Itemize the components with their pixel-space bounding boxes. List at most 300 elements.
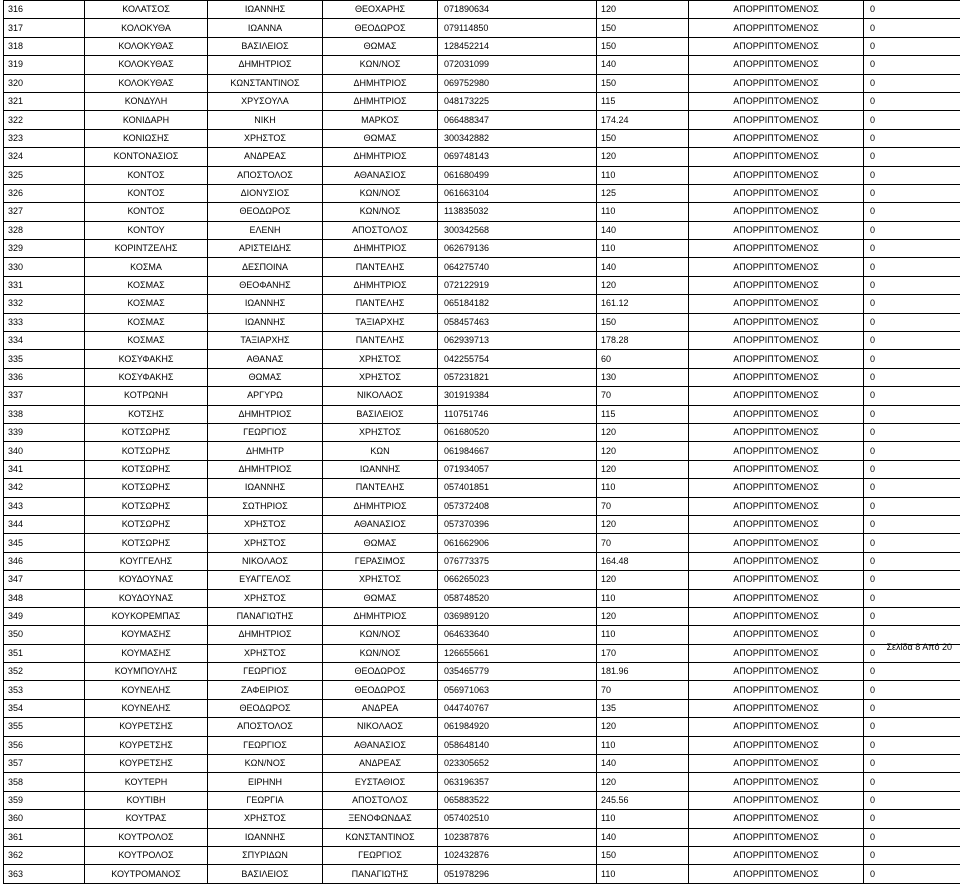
cell-row-number: 357: [4, 755, 85, 773]
cell-id-number: 069752980: [438, 74, 597, 92]
table-row: [4, 552, 960, 570]
cell-row-number: 317: [4, 19, 85, 37]
cell-surname: ΚΟΣΥΦΑΚΗΣ: [85, 350, 208, 368]
table-row: [4, 221, 960, 239]
cell-points: 0: [864, 221, 960, 239]
cell-status: ΑΠΟΡΡΙΠΤΟΜΕΝΟΣ: [689, 846, 864, 864]
applicants-table-body: [4, 1, 960, 884]
cell-status: ΑΠΟΡΡΙΠΤΟΜΕΝΟΣ: [689, 736, 864, 754]
cell-status: ΑΠΟΡΡΙΠΤΟΜΕΝΟΣ: [689, 460, 864, 478]
table-row: [4, 607, 960, 625]
cell-father-name: ΧΡΗΣΤΟΣ: [323, 423, 438, 441]
cell-id-number: 300342568: [438, 221, 597, 239]
cell-points: 0: [864, 773, 960, 791]
cell-id-number: 061662906: [438, 534, 597, 552]
cell-score: 140: [597, 56, 689, 74]
cell-surname: ΚΟΥΝΕΛΗΣ: [85, 681, 208, 699]
cell-id-number: 113835032: [438, 203, 597, 221]
cell-status: ΑΠΟΡΡΙΠΤΟΜΕΝΟΣ: [689, 203, 864, 221]
cell-row-number: 353: [4, 681, 85, 699]
cell-status: ΑΠΟΡΡΙΠΤΟΜΕΝΟΣ: [689, 258, 864, 276]
cell-score: 110: [597, 626, 689, 644]
cell-surname: ΚΟΣΥΦΑΚΗΣ: [85, 368, 208, 386]
cell-score: 150: [597, 846, 689, 864]
cell-score: 120: [597, 571, 689, 589]
table-row: [4, 718, 960, 736]
cell-surname: ΚΟΥΡΕΤΣΗΣ: [85, 755, 208, 773]
cell-score: 130: [597, 368, 689, 386]
cell-first-name: ΙΩΑΝΝΗΣ: [208, 1, 323, 19]
cell-status: ΑΠΟΡΡΙΠΤΟΜΕΝΟΣ: [689, 644, 864, 662]
cell-points: 0: [864, 240, 960, 258]
cell-first-name: ΑΡΙΣΤΕΙΔΗΣ: [208, 240, 323, 258]
cell-row-number: 336: [4, 368, 85, 386]
cell-id-number: 057372408: [438, 497, 597, 515]
cell-status: ΑΠΟΡΡΙΠΤΟΜΕΝΟΣ: [689, 865, 864, 883]
table-row: [4, 773, 960, 791]
cell-first-name: ΘΕΟΔΩΡΟΣ: [208, 203, 323, 221]
cell-father-name: ΑΠΟΣΤΟΛΟΣ: [323, 791, 438, 809]
table-row: [4, 663, 960, 681]
cell-score: 110: [597, 810, 689, 828]
cell-father-name: ΚΩΝ/ΝΟΣ: [323, 184, 438, 202]
cell-score: 110: [597, 240, 689, 258]
cell-row-number: 333: [4, 313, 85, 331]
cell-status: ΑΠΟΡΡΙΠΤΟΜΕΝΟΣ: [689, 74, 864, 92]
cell-points: 0: [864, 368, 960, 386]
cell-points: 0: [864, 644, 960, 662]
cell-status: ΑΠΟΡΡΙΠΤΟΜΕΝΟΣ: [689, 56, 864, 74]
cell-score: 120: [597, 607, 689, 625]
cell-first-name: ΕΛΕΝΗ: [208, 221, 323, 239]
cell-first-name: ΝΙΚΗ: [208, 111, 323, 129]
cell-row-number: 347: [4, 571, 85, 589]
cell-surname: ΚΟΤΣΩΡΗΣ: [85, 442, 208, 460]
cell-father-name: ΔΗΜΗΤΡΙΟΣ: [323, 276, 438, 294]
cell-row-number: 335: [4, 350, 85, 368]
cell-father-name: ΚΩΝ/ΝΟΣ: [323, 203, 438, 221]
cell-surname: ΚΟΤΡΩΝΗ: [85, 387, 208, 405]
cell-points: 0: [864, 515, 960, 533]
cell-status: ΑΠΟΡΡΙΠΤΟΜΕΝΟΣ: [689, 221, 864, 239]
cell-row-number: 352: [4, 663, 85, 681]
cell-status: ΑΠΟΡΡΙΠΤΟΜΕΝΟΣ: [689, 552, 864, 570]
cell-father-name: ΓΕΩΡΓΙΟΣ: [323, 846, 438, 864]
cell-score: 120: [597, 515, 689, 533]
cell-row-number: 346: [4, 552, 85, 570]
cell-id-number: 300342882: [438, 129, 597, 147]
cell-first-name: ΔΙΟΝΥΣΙΟΣ: [208, 184, 323, 202]
cell-score: 150: [597, 129, 689, 147]
cell-status: ΑΠΟΡΡΙΠΤΟΜΕΝΟΣ: [689, 276, 864, 294]
table-row: [4, 497, 960, 515]
cell-points: 0: [864, 92, 960, 110]
table-row: [4, 846, 960, 864]
cell-surname: ΚΟΥΤΡΟΜΑΝΟΣ: [85, 865, 208, 883]
table-row: [4, 589, 960, 607]
cell-first-name: ΙΩΑΝΝΗΣ: [208, 479, 323, 497]
table-row: [4, 515, 960, 533]
cell-id-number: 071934057: [438, 460, 597, 478]
cell-row-number: 316: [4, 1, 85, 19]
cell-first-name: ΣΠΥΡΙΔΩΝ: [208, 846, 323, 864]
cell-father-name: ΧΡΗΣΤΟΣ: [323, 368, 438, 386]
cell-status: ΑΠΟΡΡΙΠΤΟΜΕΝΟΣ: [689, 681, 864, 699]
cell-id-number: 061663104: [438, 184, 597, 202]
cell-surname: ΚΟΥΔΟΥΝΑΣ: [85, 589, 208, 607]
cell-id-number: 079114850: [438, 19, 597, 37]
cell-id-number: 065184182: [438, 295, 597, 313]
cell-father-name: ΘΕΟΔΩΡΟΣ: [323, 681, 438, 699]
cell-first-name: ΕΥΑΓΓΕΛΟΣ: [208, 571, 323, 589]
table-row: [4, 681, 960, 699]
cell-father-name: ΚΩΝ: [323, 442, 438, 460]
cell-points: 0: [864, 479, 960, 497]
cell-row-number: 330: [4, 258, 85, 276]
cell-father-name: ΘΩΜΑΣ: [323, 589, 438, 607]
cell-row-number: 329: [4, 240, 85, 258]
cell-points: 0: [864, 589, 960, 607]
cell-id-number: 061680520: [438, 423, 597, 441]
cell-points: 0: [864, 626, 960, 644]
cell-father-name: ΕΥΣΤΑΘΙΟΣ: [323, 773, 438, 791]
cell-points: 0: [864, 534, 960, 552]
cell-first-name: ΔΗΜΗΤΡΙΟΣ: [208, 626, 323, 644]
cell-father-name: ΧΡΗΣΤΟΣ: [323, 571, 438, 589]
cell-first-name: ΧΡΗΣΤΟΣ: [208, 644, 323, 662]
table-row: [4, 240, 960, 258]
cell-id-number: 042255754: [438, 350, 597, 368]
cell-surname: ΚΟΣΜΑΣ: [85, 276, 208, 294]
cell-row-number: 358: [4, 773, 85, 791]
cell-row-number: 341: [4, 460, 85, 478]
cell-surname: ΚΟΥΤΡΟΛΟΣ: [85, 846, 208, 864]
cell-score: 110: [597, 203, 689, 221]
cell-surname: ΚΟΛΟΚΥΘΑ: [85, 19, 208, 37]
cell-father-name: ΚΩΝ/ΝΟΣ: [323, 644, 438, 662]
cell-id-number: 066488347: [438, 111, 597, 129]
cell-father-name: ΘΕΟΔΩΡΟΣ: [323, 19, 438, 37]
cell-points: 0: [864, 387, 960, 405]
cell-score: 60: [597, 350, 689, 368]
cell-id-number: 071890634: [438, 1, 597, 19]
cell-surname: ΚΟΥΡΕΤΣΗΣ: [85, 736, 208, 754]
table-row: [4, 37, 960, 55]
cell-status: ΑΠΟΡΡΙΠΤΟΜΕΝΟΣ: [689, 773, 864, 791]
applicants-table: [3, 0, 960, 884]
cell-status: ΑΠΟΡΡΙΠΤΟΜΕΝΟΣ: [689, 92, 864, 110]
cell-score: 115: [597, 405, 689, 423]
cell-status: ΑΠΟΡΡΙΠΤΟΜΕΝΟΣ: [689, 515, 864, 533]
cell-id-number: 058648140: [438, 736, 597, 754]
table-row: [4, 19, 960, 37]
cell-id-number: 044740767: [438, 699, 597, 717]
cell-first-name: ΑΠΟΣΤΟΛΟΣ: [208, 718, 323, 736]
table-row: [4, 865, 960, 883]
cell-first-name: ΧΡΗΣΤΟΣ: [208, 534, 323, 552]
cell-points: 0: [864, 699, 960, 717]
cell-first-name: ΧΡΗΣΤΟΣ: [208, 129, 323, 147]
cell-row-number: 321: [4, 92, 85, 110]
cell-row-number: 334: [4, 332, 85, 350]
cell-surname: ΚΟΡΙΝΤΖΕΛΗΣ: [85, 240, 208, 258]
cell-first-name: ΘΕΟΔΩΡΟΣ: [208, 699, 323, 717]
cell-score: 120: [597, 148, 689, 166]
cell-surname: ΚΟΝΤΟΣ: [85, 203, 208, 221]
cell-points: 0: [864, 166, 960, 184]
cell-points: 0: [864, 405, 960, 423]
cell-surname: ΚΟΝΤΟΣ: [85, 184, 208, 202]
cell-id-number: 064633640: [438, 626, 597, 644]
page-number: Σελίδα 8 Από 20: [886, 642, 952, 652]
cell-score: 150: [597, 19, 689, 37]
cell-first-name: ΑΠΟΣΤΟΛΟΣ: [208, 166, 323, 184]
cell-father-name: ΑΘΑΝΑΣΙΟΣ: [323, 515, 438, 533]
cell-row-number: 361: [4, 828, 85, 846]
cell-points: 0: [864, 276, 960, 294]
cell-first-name: ΔΗΜΗΤΡΙΟΣ: [208, 460, 323, 478]
cell-id-number: 102387876: [438, 828, 597, 846]
cell-first-name: ΧΡΗΣΤΟΣ: [208, 515, 323, 533]
cell-status: ΑΠΟΡΡΙΠΤΟΜΕΝΟΣ: [689, 607, 864, 625]
cell-father-name: ΑΘΑΝΑΣΙΟΣ: [323, 166, 438, 184]
cell-first-name: ΖΑΦΕΙΡΙΟΣ: [208, 681, 323, 699]
cell-father-name: ΑΝΔΡΕΑ: [323, 699, 438, 717]
cell-first-name: ΘΕΟΦΑΝΗΣ: [208, 276, 323, 294]
cell-status: ΑΠΟΡΡΙΠΤΟΜΕΝΟΣ: [689, 184, 864, 202]
table-row: [4, 111, 960, 129]
cell-points: 0: [864, 846, 960, 864]
cell-father-name: ΔΗΜΗΤΡΙΟΣ: [323, 92, 438, 110]
cell-row-number: 318: [4, 37, 85, 55]
cell-score: 125: [597, 184, 689, 202]
cell-score: 120: [597, 718, 689, 736]
cell-status: ΑΠΟΡΡΙΠΤΟΜΕΝΟΣ: [689, 442, 864, 460]
cell-status: ΑΠΟΡΡΙΠΤΟΜΕΝΟΣ: [689, 497, 864, 515]
cell-id-number: 065883522: [438, 791, 597, 809]
cell-first-name: ΓΕΩΡΓΙΟΣ: [208, 663, 323, 681]
table-row: [4, 479, 960, 497]
cell-row-number: 363: [4, 865, 85, 883]
cell-surname: ΚΟΛΟΚΥΘΑΣ: [85, 74, 208, 92]
cell-father-name: ΑΝΔΡΕΑΣ: [323, 755, 438, 773]
cell-row-number: 319: [4, 56, 85, 74]
cell-father-name: ΝΙΚΟΛΑΟΣ: [323, 387, 438, 405]
cell-row-number: 359: [4, 791, 85, 809]
cell-surname: ΚΟΤΣΗΣ: [85, 405, 208, 423]
table-row: [4, 791, 960, 809]
cell-surname: ΚΟΤΣΩΡΗΣ: [85, 534, 208, 552]
cell-row-number: 339: [4, 423, 85, 441]
cell-father-name: ΔΗΜΗΤΡΙΟΣ: [323, 74, 438, 92]
cell-surname: ΚΟΥΡΕΤΣΗΣ: [85, 718, 208, 736]
cell-status: ΑΠΟΡΡΙΠΤΟΜΕΝΟΣ: [689, 828, 864, 846]
cell-points: 0: [864, 828, 960, 846]
cell-first-name: ΓΕΩΡΓΙΟΣ: [208, 736, 323, 754]
cell-score: 150: [597, 74, 689, 92]
cell-father-name: ΧΡΗΣΤΟΣ: [323, 350, 438, 368]
cell-surname: ΚΟΝΤΟΥ: [85, 221, 208, 239]
cell-surname: ΚΟΣΜΑΣ: [85, 313, 208, 331]
cell-row-number: 348: [4, 589, 85, 607]
table-row: [4, 387, 960, 405]
cell-row-number: 343: [4, 497, 85, 515]
cell-surname: ΚΟΝΙΩΣΗΣ: [85, 129, 208, 147]
cell-row-number: 340: [4, 442, 85, 460]
table-row: [4, 571, 960, 589]
cell-status: ΑΠΟΡΡΙΠΤΟΜΕΝΟΣ: [689, 332, 864, 350]
cell-surname: ΚΟΝΔΥΛΗ: [85, 92, 208, 110]
cell-surname: ΚΟΛΟΚΥΘΑΣ: [85, 37, 208, 55]
cell-id-number: 058748520: [438, 589, 597, 607]
cell-first-name: ΧΡΗΣΤΟΣ: [208, 589, 323, 607]
table-row: [4, 92, 960, 110]
cell-status: ΑΠΟΡΡΙΠΤΟΜΕΝΟΣ: [689, 295, 864, 313]
cell-points: 0: [864, 718, 960, 736]
cell-id-number: 061984920: [438, 718, 597, 736]
cell-score: 140: [597, 221, 689, 239]
cell-status: ΑΠΟΡΡΙΠΤΟΜΕΝΟΣ: [689, 534, 864, 552]
cell-row-number: 327: [4, 203, 85, 221]
cell-row-number: 332: [4, 295, 85, 313]
cell-father-name: ΚΩΝΣΤΑΝΤΙΝΟΣ: [323, 828, 438, 846]
cell-id-number: 057370396: [438, 515, 597, 533]
cell-row-number: 320: [4, 74, 85, 92]
cell-row-number: 362: [4, 846, 85, 864]
table-row: [4, 295, 960, 313]
cell-row-number: 351: [4, 644, 85, 662]
cell-score: 178.28: [597, 332, 689, 350]
cell-surname: ΚΟΣΜΑ: [85, 258, 208, 276]
cell-row-number: 325: [4, 166, 85, 184]
cell-surname: ΚΟΤΣΩΡΗΣ: [85, 515, 208, 533]
cell-points: 0: [864, 755, 960, 773]
cell-first-name: ΔΗΜΗΤΡΙΟΣ: [208, 405, 323, 423]
cell-father-name: ΝΙΚΟΛΑΟΣ: [323, 718, 438, 736]
cell-points: 0: [864, 791, 960, 809]
cell-row-number: 324: [4, 148, 85, 166]
cell-surname: ΚΟΥΝΕΛΗΣ: [85, 699, 208, 717]
cell-points: 0: [864, 56, 960, 74]
cell-row-number: 350: [4, 626, 85, 644]
cell-id-number: 062939713: [438, 332, 597, 350]
cell-status: ΑΠΟΡΡΙΠΤΟΜΕΝΟΣ: [689, 129, 864, 147]
cell-id-number: 126655661: [438, 644, 597, 662]
cell-status: ΑΠΟΡΡΙΠΤΟΜΕΝΟΣ: [689, 699, 864, 717]
cell-father-name: ΘΩΜΑΣ: [323, 129, 438, 147]
cell-first-name: ΙΩΑΝΝΗΣ: [208, 295, 323, 313]
cell-id-number: 110751746: [438, 405, 597, 423]
cell-id-number: 064275740: [438, 258, 597, 276]
cell-first-name: ΚΩΝ/ΝΟΣ: [208, 755, 323, 773]
cell-score: 110: [597, 865, 689, 883]
cell-first-name: ΑΘΑΝΑΣ: [208, 350, 323, 368]
cell-father-name: ΠΑΝΤΕΛΗΣ: [323, 295, 438, 313]
cell-id-number: 048173225: [438, 92, 597, 110]
cell-score: 70: [597, 497, 689, 515]
cell-score: 70: [597, 681, 689, 699]
cell-id-number: 072122919: [438, 276, 597, 294]
cell-points: 0: [864, 497, 960, 515]
table-row: [4, 810, 960, 828]
cell-points: 0: [864, 810, 960, 828]
table-row: [4, 166, 960, 184]
cell-surname: ΚΟΤΣΩΡΗΣ: [85, 497, 208, 515]
cell-score: 110: [597, 589, 689, 607]
cell-points: 0: [864, 184, 960, 202]
cell-surname: ΚΟΝΤΟΝΑΣΙΟΣ: [85, 148, 208, 166]
cell-surname: ΚΟΝΙΔΑΡΗ: [85, 111, 208, 129]
cell-status: ΑΠΟΡΡΙΠΤΟΜΕΝΟΣ: [689, 810, 864, 828]
cell-status: ΑΠΟΡΡΙΠΤΟΜΕΝΟΣ: [689, 423, 864, 441]
cell-row-number: 355: [4, 718, 85, 736]
cell-first-name: ΑΡΓΥΡΩ: [208, 387, 323, 405]
table-row: [4, 276, 960, 294]
cell-father-name: ΠΑΝΤΕΛΗΣ: [323, 479, 438, 497]
cell-id-number: 069748143: [438, 148, 597, 166]
cell-first-name: ΒΑΣΙΛΕΙΟΣ: [208, 37, 323, 55]
cell-surname: ΚΟΝΤΟΣ: [85, 166, 208, 184]
cell-id-number: 057231821: [438, 368, 597, 386]
table-row: [4, 148, 960, 166]
table-row: [4, 460, 960, 478]
cell-status: ΑΠΟΡΡΙΠΤΟΜΕΝΟΣ: [689, 111, 864, 129]
cell-status: ΑΠΟΡΡΙΠΤΟΜΕΝΟΣ: [689, 571, 864, 589]
cell-id-number: 056971063: [438, 681, 597, 699]
cell-status: ΑΠΟΡΡΙΠΤΟΜΕΝΟΣ: [689, 405, 864, 423]
cell-surname: ΚΟΥΤΙΒΗ: [85, 791, 208, 809]
cell-row-number: 322: [4, 111, 85, 129]
cell-first-name: ΧΡΥΣΟΥΛΑ: [208, 92, 323, 110]
cell-points: 0: [864, 1, 960, 19]
cell-surname: ΚΟΤΣΩΡΗΣ: [85, 423, 208, 441]
table-row: [4, 258, 960, 276]
cell-father-name: ΒΑΣΙΛΕΙΟΣ: [323, 405, 438, 423]
cell-father-name: ΘΕΟΧΑΡΗΣ: [323, 1, 438, 19]
cell-points: 0: [864, 607, 960, 625]
cell-first-name: ΒΑΣΙΛΕΙΟΣ: [208, 865, 323, 883]
cell-row-number: 323: [4, 129, 85, 147]
cell-score: 110: [597, 736, 689, 754]
cell-status: ΑΠΟΡΡΙΠΤΟΜΕΝΟΣ: [689, 791, 864, 809]
cell-first-name: ΝΙΚΟΛΑΟΣ: [208, 552, 323, 570]
cell-surname: ΚΟΥΔΟΥΝΑΣ: [85, 571, 208, 589]
cell-row-number: 338: [4, 405, 85, 423]
cell-score: 70: [597, 534, 689, 552]
cell-surname: ΚΟΥΤΡΟΛΟΣ: [85, 828, 208, 846]
cell-points: 0: [864, 111, 960, 129]
cell-status: ΑΠΟΡΡΙΠΤΟΜΕΝΟΣ: [689, 313, 864, 331]
cell-father-name: ΙΩΑΝΝΗΣ: [323, 460, 438, 478]
cell-first-name: ΑΝΔΡΕΑΣ: [208, 148, 323, 166]
cell-score: 150: [597, 313, 689, 331]
table-row: [4, 129, 960, 147]
cell-surname: ΚΟΣΜΑΣ: [85, 332, 208, 350]
cell-score: 150: [597, 37, 689, 55]
cell-status: ΑΠΟΡΡΙΠΤΟΜΕΝΟΣ: [689, 350, 864, 368]
cell-points: 0: [864, 736, 960, 754]
cell-id-number: 057402510: [438, 810, 597, 828]
table-row: [4, 74, 960, 92]
cell-father-name: ΘΩΜΑΣ: [323, 534, 438, 552]
cell-row-number: 331: [4, 276, 85, 294]
cell-points: 0: [864, 350, 960, 368]
cell-first-name: ΧΡΗΣΤΟΣ: [208, 810, 323, 828]
cell-points: 0: [864, 203, 960, 221]
cell-surname: ΚΟΥΜΑΣΗΣ: [85, 626, 208, 644]
cell-status: ΑΠΟΡΡΙΠΤΟΜΕΝΟΣ: [689, 368, 864, 386]
cell-points: 0: [864, 313, 960, 331]
